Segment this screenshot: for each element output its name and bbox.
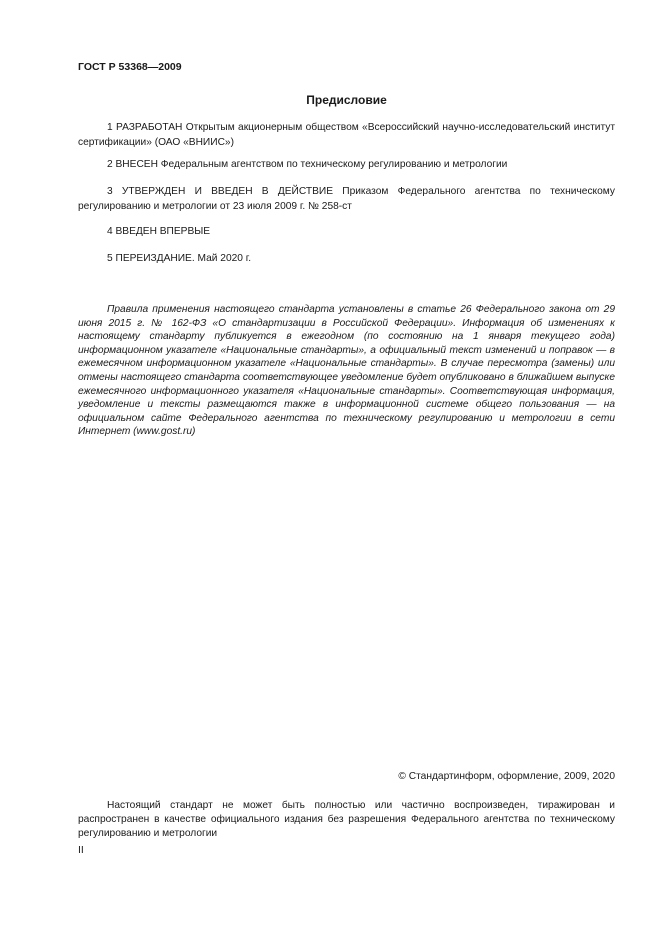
standard-code: ГОСТ Р 53368—2009 xyxy=(78,61,182,73)
preface-item-2: 2 ВНЕСЕН Федеральным агентством по техническому регулированию и метрологии xyxy=(107,159,508,170)
application-rules-notice: Правила применения настоящего стандарта установлены в статье 26 Федерального закона от 29 июня 2015 г. № 162-ФЗ «О стандартизации в Российской Федерации». Информация об изменениях к настоящему стандарту публикуется в ежегодном (по состоянию на 1 января текущего года) информационном указателе «Национальные стандарты», а официальный текст изменений и поправок — в ежемесячном информационном указателе «Национальные стандарты». В случае пересмотра (замены) или отмены настоящего стандарта соответствующее уведомление будет опубликовано в ближайшем выпуске ежемесячного информационного указателя «Национальные стандарты». Соответствующая информация, уведомление и тексты размещаются также в информационной системе общего пользования — на официальном сайте Федерального агентства по техническому регулированию и метрологии в сети Интернет (www.gost.ru) xyxy=(78,304,615,438)
page-number: II xyxy=(78,844,84,856)
preface-title: Предисловие xyxy=(306,93,387,107)
preface-item-5: 5 ПЕРЕИЗДАНИЕ. Май 2020 г. xyxy=(107,253,252,264)
page-title xyxy=(78,93,615,107)
copyright-line: © Стандартинформ, оформление, 2009, 2020 xyxy=(398,771,615,782)
preface-item-3: 3 УТВЕРЖДЕН И ВВЕДЕН В ДЕЙСТВИЕ Приказом Федерального агентства по техническому регулированию и метрологии от 23 июля 2009 г. № 258-ст xyxy=(78,186,615,212)
preface-item-1: 1 РАЗРАБОТАН Открытым акционерным обществом «Всероссийский научно-исследовательский институт сертификации» (ОАО «ВНИИС») xyxy=(78,122,615,148)
preface-item-4: 4 ВВЕДЕН ВПЕРВЫЕ xyxy=(107,226,211,237)
reproduction-rights-text: Настоящий стандарт не может быть полностью или частично воспроизведен, тиражирован и распространен в качестве официального издания без разрешения Федерального агентства по техническому регулированию и метрологии xyxy=(78,800,615,839)
